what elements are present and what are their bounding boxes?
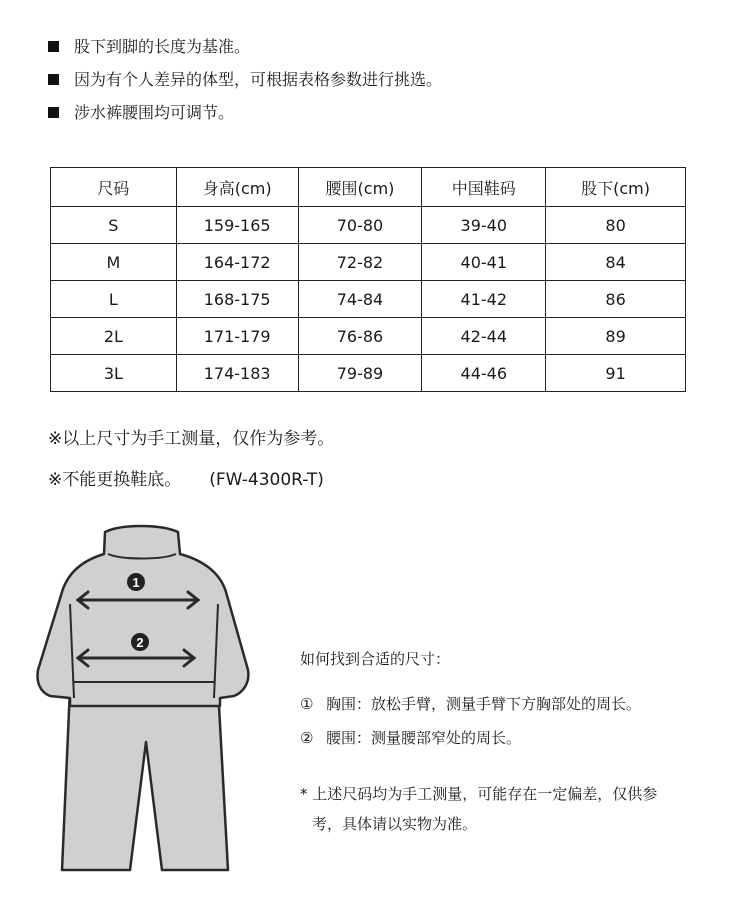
item-text: 胸围：放松手臂，测量手臂下方胸部处的周长。: [326, 695, 642, 713]
cell: 72-82: [298, 244, 422, 281]
header-inseam: 股下(cm): [546, 168, 686, 207]
note-item: [48, 96, 442, 129]
table-row: [51, 355, 686, 392]
cell: 164-172: [176, 244, 298, 281]
header-size: 尺码: [51, 168, 177, 207]
cell: 86: [546, 281, 686, 318]
cell: M: [51, 244, 177, 281]
garment-diagram: [30, 520, 260, 890]
remark-sole-text: ※不能更换鞋底。: [48, 470, 182, 490]
measure-item-chest: [300, 687, 730, 721]
model-code: (FW-4300R-T): [209, 470, 324, 490]
table-header-row: [51, 168, 686, 207]
note-text: 股下到脚的长度为基准。: [74, 37, 251, 56]
note-item: [48, 30, 442, 63]
cell: L: [51, 281, 177, 318]
cell: 171-179: [176, 318, 298, 355]
footnote-line-1: * 上述尺码均为手工测量，可能存在一定偏差，仅供参: [300, 785, 658, 803]
item-text: 腰围：测量腰部窄处的周长。: [326, 729, 522, 747]
header-shoe-size: 中国鞋码: [422, 168, 546, 207]
how-to-title: 如何找到合适的尺寸：: [300, 650, 451, 668]
cell: 40-41: [422, 244, 546, 281]
table-row: [51, 318, 686, 355]
cell: 91: [546, 355, 686, 392]
marker-2-label: 2: [136, 635, 144, 650]
cell: 89: [546, 318, 686, 355]
table-row: [51, 281, 686, 318]
note-text: 涉水裤腰围均可调节。: [74, 103, 235, 122]
table-row: [51, 244, 686, 281]
note-text: 因为有个人差异的体型，可根据表格参数进行挑选。: [74, 70, 443, 89]
marker-1-label: 1: [132, 575, 140, 590]
cell: S: [51, 207, 177, 244]
header-height: 身高(cm): [176, 168, 298, 207]
cell: 39-40: [422, 207, 546, 244]
remark-measure: ※以上尺寸为手工测量，仅作为参考。: [48, 429, 335, 449]
remark-sole: [48, 465, 324, 490]
cell: 41-42: [422, 281, 546, 318]
bullet-square-icon: [48, 74, 59, 85]
bullet-square-icon: [48, 107, 59, 118]
cell: 70-80: [298, 207, 422, 244]
cell: 42-44: [422, 318, 546, 355]
cell: 3L: [51, 355, 177, 392]
cell: 76-86: [298, 318, 422, 355]
item-number: ①: [300, 695, 314, 713]
footnote: [300, 779, 730, 839]
bullet-square-icon: [48, 41, 59, 52]
cell: 79-89: [298, 355, 422, 392]
pants-outline: [62, 688, 228, 870]
measure-item-waist: [300, 721, 730, 755]
note-item: [48, 63, 442, 96]
cell: 74-84: [298, 281, 422, 318]
notes-list: [48, 30, 442, 129]
footnote-line-2: 考，具体请以实物为准。: [312, 815, 478, 833]
cell: 168-175: [176, 281, 298, 318]
cell: 174-183: [176, 355, 298, 392]
cell: 80: [546, 207, 686, 244]
cell: 44-46: [422, 355, 546, 392]
table-row: [51, 207, 686, 244]
item-number: ②: [300, 729, 314, 747]
cell: 159-165: [176, 207, 298, 244]
how-to-measure: [300, 648, 730, 839]
size-table: [50, 167, 686, 392]
cell: 84: [546, 244, 686, 281]
cell: 2L: [51, 318, 177, 355]
header-waist: 腰围(cm): [298, 168, 422, 207]
